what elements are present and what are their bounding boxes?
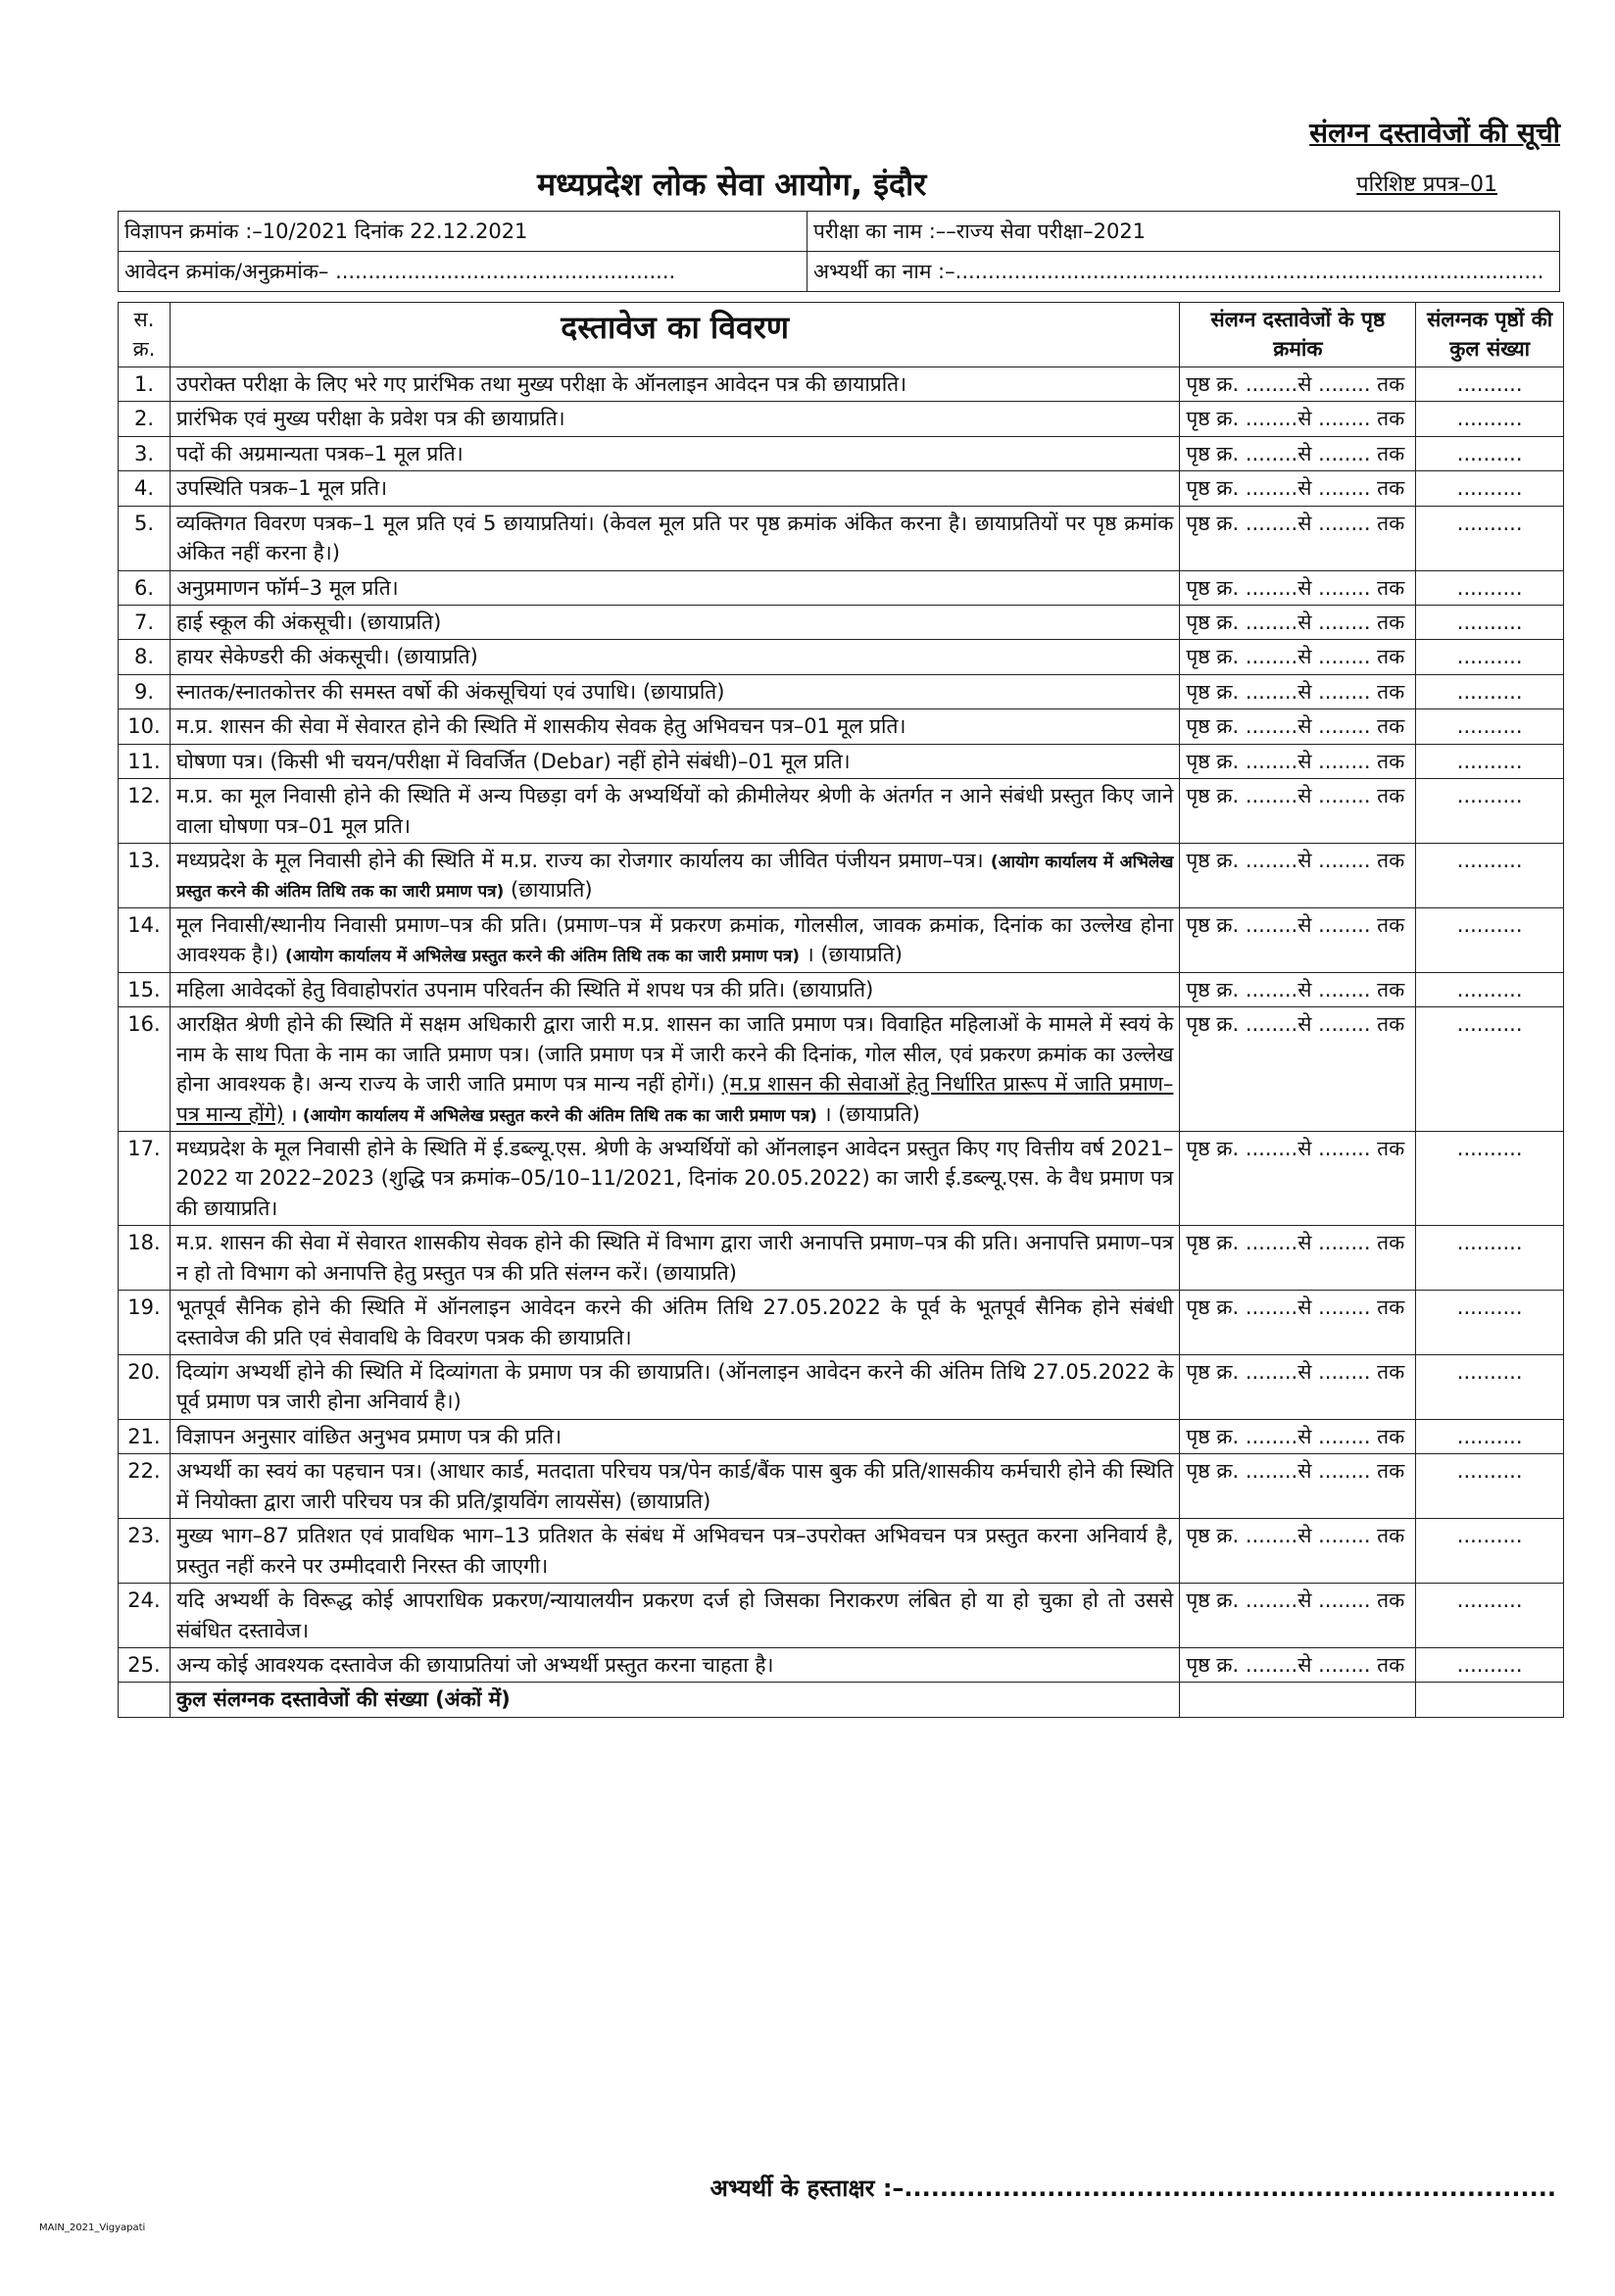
table-row bbox=[119, 1226, 1564, 1291]
row-description bbox=[170, 1355, 1179, 1420]
row-page-range: पृष्ठ क्र. ........से ........ तक bbox=[1180, 1226, 1416, 1291]
row-description bbox=[170, 1291, 1179, 1355]
table-row bbox=[119, 436, 1564, 470]
row-number: 9. bbox=[119, 674, 171, 708]
documents-table bbox=[118, 302, 1564, 1718]
row-page-range: पृष्ठ क्र. ........से ........ तक bbox=[1180, 506, 1416, 570]
total-row-label: कुल संलग्नक दस्तावेजों की संख्या (अंकों में) bbox=[170, 1683, 1179, 1717]
row-total-pages: .......... bbox=[1416, 744, 1564, 778]
row-total-pages: .......... bbox=[1416, 1647, 1564, 1682]
row-description bbox=[170, 402, 1179, 436]
row-description bbox=[170, 1007, 1179, 1132]
exam-name: परीक्षा का नाम :––राज्य सेवा परीक्षा–2021 bbox=[808, 212, 1560, 252]
header-sno: स. क्र. bbox=[119, 303, 171, 367]
row-total-pages: .......... bbox=[1416, 1419, 1564, 1453]
row-total-pages: .......... bbox=[1416, 1584, 1564, 1648]
row-description bbox=[170, 1419, 1179, 1453]
table-row bbox=[119, 506, 1564, 570]
row-description-text: मध्यप्रदेश के मूल निवासी होने के स्थिति में ई.डब्ल्यू.एस. श्रेणी के अभ्यर्थियों को ऑनलाइन आवेदन प्रस्तुत किए गए वित्तीय वर्ष 2021–2022 या 2022–2023 (शुद्धि पत्र क्रमांक–05/10–11/2021, दिनांक 20.05.2022) का जारी ई.डब्ल्यू.एस. के वैध प्रमाण पत्र की छायाप्रति। bbox=[175, 1136, 1174, 1220]
row-page-range: पृष्ठ क्र. ........से ........ तक bbox=[1180, 640, 1416, 674]
table-row bbox=[119, 570, 1564, 605]
row-description bbox=[170, 1454, 1179, 1519]
table-row bbox=[119, 709, 1564, 744]
row-description-text: म.प्र. शासन की सेवा में सेवारत शासकीय सेवक होने की स्थिति में विभाग द्वारा जारी अनापत्ति प्रमाण–पत्र की प्रति। अनापत्ति प्रमाण–पत्र न हो तो विभाग को अनापत्ति हेतु प्रस्तुत पत्र की प्रति संलग्न करें। (छायाप्रति) bbox=[175, 1231, 1174, 1285]
candidate-name: अभ्यर्थी का नाम :–.......................................................................................... bbox=[808, 252, 1560, 292]
table-row bbox=[119, 1519, 1564, 1584]
table-row bbox=[119, 366, 1564, 401]
row-page-range: पृष्ठ क्र. ........से ........ तक bbox=[1180, 744, 1416, 778]
row-page-range: पृष्ठ क्र. ........से ........ तक bbox=[1180, 366, 1416, 401]
row-description-text: उपरोक्त परीक्षा के लिए भरे गए प्रारंभिक तथा मुख्य परीक्षा के ऑनलाइन आवेदन पत्र की छायाप्रति। bbox=[175, 371, 907, 396]
table-row bbox=[119, 1454, 1564, 1519]
header-page-number: संलग्न दस्तावेजों के पृष्ठ क्रमांक bbox=[1180, 303, 1416, 367]
row-page-range: पृष्ठ क्र. ........से ........ तक bbox=[1180, 1355, 1416, 1420]
row-description bbox=[170, 779, 1179, 844]
row-description-text: उपस्थिति पत्रक–1 मूल प्रति। bbox=[175, 476, 388, 501]
row-description-underlined: (म.प्र शासन की सेवाओं हेतु निर्धारित प्रारूप में जाति प्रमाण–पत्र मान्य होंगे) bbox=[175, 1072, 1174, 1126]
table-row bbox=[119, 972, 1564, 1006]
row-page-range: पृष्ठ क्र. ........से ........ तक bbox=[1180, 605, 1416, 639]
row-description bbox=[170, 640, 1179, 674]
table-row bbox=[119, 844, 1564, 908]
row-total-pages: .......... bbox=[1416, 907, 1564, 972]
row-total-pages: .......... bbox=[1416, 674, 1564, 708]
row-number: 20. bbox=[119, 1355, 171, 1420]
row-total-pages: .......... bbox=[1416, 1355, 1564, 1420]
advertisement-number: विज्ञापन क्रमांक :–10/2021 दिनांक 22.12.2021 bbox=[119, 212, 808, 252]
row-description bbox=[170, 674, 1179, 708]
row-description bbox=[170, 744, 1179, 778]
row-number: 15. bbox=[119, 972, 171, 1006]
row-page-range: पृष्ठ क्र. ........से ........ तक bbox=[1180, 1131, 1416, 1225]
row-number: 12. bbox=[119, 779, 171, 844]
row-page-range: पृष्ठ क्र. ........से ........ तक bbox=[1180, 907, 1416, 972]
row-description-text: मध्यप्रदेश के मूल निवासी होने की स्थिति में म.प्र. राज्य का रोजगार कार्यालय का जीवित पंजीयन प्रमाण–पत्र। bbox=[175, 849, 984, 872]
table-row bbox=[119, 1647, 1564, 1682]
row-number: 1. bbox=[119, 366, 171, 401]
row-page-range: पृष्ठ क्र. ........से ........ तक bbox=[1180, 674, 1416, 708]
row-total-pages: .......... bbox=[1416, 972, 1564, 1006]
row-description-text: हायर सेकेण्डरी की अंकसूची। (छायाप्रति) bbox=[175, 645, 478, 669]
row-description bbox=[170, 471, 1179, 506]
row-description-text: दिव्यांग अभ्यर्थी होने की स्थिति में दिव्यांगता के प्रमाण पत्र की छायाप्रति। (ऑनलाइन आवेदन करने की अंतिम तिथि 27.05.2022 के पूर्व प्रमाण पत्र जारी होना अनिवार्य है।) bbox=[175, 1360, 1174, 1414]
row-description bbox=[170, 605, 1179, 639]
row-description-text: यदि अभ्यर्थी के विरूद्ध कोई आपराधिक प्रकरण/न्यायालयीन प्रकरण दर्ज हो जिसका निराकरण लंबित हो या हो चुका हो तो उससे संबंधित दस्तावेज। bbox=[175, 1588, 1174, 1642]
row-page-range: पृष्ठ क्र. ........से ........ तक bbox=[1180, 844, 1416, 908]
row-page-range: पृष्ठ क्र. ........से ........ तक bbox=[1180, 1519, 1416, 1584]
table-row bbox=[119, 674, 1564, 708]
signature-line: अभ्यर्थी के हस्ताक्षर :–......................................................................... bbox=[710, 2174, 1556, 2202]
info-table bbox=[118, 211, 1560, 292]
row-description-text: म.प्र. शासन की सेवा में सेवारत होने की स्थिति में शासकीय सेवक हेतु अभिवचन पत्र–01 मूल प्रति। bbox=[175, 714, 906, 739]
application-number: आवेदन क्रमांक/अनुक्रमांक– .................................................... bbox=[119, 252, 808, 292]
row-page-range: पृष्ठ क्र. ........से ........ तक bbox=[1180, 1454, 1416, 1519]
row-description bbox=[170, 972, 1179, 1006]
row-description-text: प्रारंभिक एवं मुख्य परीक्षा के प्रवेश पत्र की छायाप्रति। bbox=[175, 407, 565, 431]
total-row-sno bbox=[119, 1683, 171, 1717]
row-description-suffix: । (छायाप्रति) bbox=[823, 1101, 920, 1126]
row-page-range: पृष्ठ क्र. ........से ........ तक bbox=[1180, 972, 1416, 1006]
row-description bbox=[170, 1519, 1179, 1584]
row-page-range: पृष्ठ क्र. ........से ........ तक bbox=[1180, 779, 1416, 844]
row-page-range: पृष्ठ क्र. ........से ........ तक bbox=[1180, 471, 1416, 506]
document-title: संलग्न दस्तावेजों की सूची bbox=[1309, 117, 1560, 149]
row-description-note: (आयोग कार्यालय में अभिलेख प्रस्तुत करने की अंतिम तिथि तक का जारी प्रमाण पत्र) bbox=[175, 853, 1174, 903]
total-row bbox=[119, 1683, 1564, 1717]
row-number: 24. bbox=[119, 1584, 171, 1648]
row-page-range: पृष्ठ क्र. ........से ........ तक bbox=[1180, 1584, 1416, 1648]
row-number: 2. bbox=[119, 402, 171, 436]
row-description-text: अभ्यर्थी का स्वयं का पहचान पत्र। (आधार कार्ड, मतदाता परिचय पत्र/पेन कार्ड/बैंक पास बुक की प्रति/शासकीय कर्मचारी होने की स्थिति में नियोक्ता द्वारा जारी परिचय पत्र की प्रति/ड्रायविंग लायसेंस) (छायाप्रति) bbox=[175, 1459, 1174, 1513]
total-row-page bbox=[1180, 1683, 1416, 1717]
row-total-pages: .......... bbox=[1416, 844, 1564, 908]
row-total-pages: .......... bbox=[1416, 605, 1564, 639]
table-row bbox=[119, 1007, 1564, 1132]
row-number: 5. bbox=[119, 506, 171, 570]
row-description bbox=[170, 506, 1179, 570]
total-row-count bbox=[1416, 1683, 1564, 1717]
row-page-range: पृष्ठ क्र. ........से ........ तक bbox=[1180, 1647, 1416, 1682]
row-number: 14. bbox=[119, 907, 171, 972]
row-total-pages: .......... bbox=[1416, 640, 1564, 674]
row-number: 21. bbox=[119, 1419, 171, 1453]
row-description-text: भूतपूर्व सैनिक होने की स्थिति में ऑनलाइन आवेदन करने की अंतिम तिथि 27.05.2022 के पूर्व के भूतपूर्व सैनिक होने संबंधी दस्तावेज की प्रति एवं सेवावधि के विवरण पत्रक की छायाप्रति। bbox=[175, 1295, 1174, 1349]
row-description-text: व्यक्तिगत विवरण पत्रक–1 मूल प्रति एवं 5 छायाप्रतियां। (केवल मूल प्रति पर पृष्ठ क्रमांक अंकित करना है। छायाप्रतियों पर पृष्ठ क्रमांक अंकित नहीं करना है।) bbox=[175, 511, 1174, 565]
row-number: 18. bbox=[119, 1226, 171, 1291]
row-total-pages: .......... bbox=[1416, 779, 1564, 844]
row-description bbox=[170, 709, 1179, 744]
row-number: 11. bbox=[119, 744, 171, 778]
row-total-pages: .......... bbox=[1416, 506, 1564, 570]
row-page-range: पृष्ठ क्र. ........से ........ तक bbox=[1180, 402, 1416, 436]
row-description-text: म.प्र. का मूल निवासी होने की स्थिति में अन्य पिछड़ा वर्ग के अभ्यर्थियों को क्रीमीलेयर श्रेणी के अंतर्गत न आने संबंधी प्रस्तुत किए जाने वाला घोषणा पत्र–01 मूल प्रति। bbox=[175, 784, 1174, 838]
row-total-pages: .......... bbox=[1416, 1226, 1564, 1291]
row-page-range: पृष्ठ क्र. ........से ........ तक bbox=[1180, 570, 1416, 605]
row-description-text: हाई स्कूल की अंकसूची। (छायाप्रति) bbox=[175, 610, 442, 634]
table-row bbox=[119, 402, 1564, 436]
row-page-range: पृष्ठ क्र. ........से ........ तक bbox=[1180, 1419, 1416, 1453]
row-number: 22. bbox=[119, 1454, 171, 1519]
table-header-row bbox=[119, 303, 1564, 367]
row-number: 4. bbox=[119, 471, 171, 506]
annexure-label: परिशिष्ट प्रपत्र–01 bbox=[1356, 172, 1497, 197]
table-row bbox=[119, 1355, 1564, 1420]
row-description-text: आरक्षित श्रेणी होने की स्थिति में सक्षम अधिकारी द्वारा जारी म.प्र. शासन का जाति प्रमाण पत्र। विवाहित महिलाओं के मामले में स्वयं के नाम के साथ पिता के नाम का जाति प्रमाण पत्र। (जाति प्रमाण पत्र में जारी करने की दिनांक, गोल सील, एवं प्रकरण क्रमांक का उल्लेख होना आवश्यक है। अन्य राज्य के जारी जाति प्रमाण पत्र मान्य नहीं होगें।) bbox=[175, 1012, 1174, 1097]
header-description: दस्तावेज का विवरण bbox=[170, 303, 1179, 367]
row-description-text: पदों की अग्रमान्यता पत्रक–1 मूल प्रति। bbox=[175, 441, 464, 465]
row-description-text: मुख्य भाग–87 प्रतिशत एवं प्रावधिक भाग–13 प्रतिशत के संबंध में अभिवचन पत्र–उपरोक्त अभिवचन पत्र प्रस्तुत करना अनिवार्य है, प्रस्तुत नहीं करने पर उम्मीदवारी निरस्त की जाएगी। bbox=[175, 1524, 1174, 1578]
row-total-pages: .......... bbox=[1416, 1007, 1564, 1132]
footer-code: MAIN_2021_Vigyapati bbox=[39, 2223, 146, 2233]
row-description bbox=[170, 1647, 1179, 1682]
row-description bbox=[170, 1584, 1179, 1648]
row-description-text: स्नातक/स्नातकोत्तर की समस्त वर्षो की अंकसूचियां एवं उपाधि। (छायाप्रति) bbox=[175, 679, 725, 704]
row-description bbox=[170, 1226, 1179, 1291]
table-row bbox=[119, 1584, 1564, 1648]
table-row bbox=[119, 1291, 1564, 1355]
row-number: 7. bbox=[119, 605, 171, 639]
row-number: 17. bbox=[119, 1131, 171, 1225]
row-description-note: । (आयोग कार्यालय में अभिलेख प्रस्तुत करने की अंतिम तिथि तक का जारी प्रमाण पत्र) bbox=[290, 1105, 817, 1126]
row-number: 25. bbox=[119, 1647, 171, 1682]
row-page-range: पृष्ठ क्र. ........से ........ तक bbox=[1180, 436, 1416, 470]
table-row bbox=[119, 1419, 1564, 1453]
row-description bbox=[170, 907, 1179, 972]
row-description-text: विज्ञापन अनुसार वांछित अनुभव प्रमाण पत्र की प्रति। bbox=[175, 1424, 563, 1448]
table-row bbox=[119, 471, 1564, 506]
row-description-note: (आयोग कार्यालय में अभिलेख प्रस्तुत करने की अंतिम तिथि तक का जारी प्रमाण पत्र) bbox=[285, 947, 801, 967]
row-total-pages: .......... bbox=[1416, 1291, 1564, 1355]
row-number: 10. bbox=[119, 709, 171, 744]
row-total-pages: .......... bbox=[1416, 436, 1564, 470]
table-row bbox=[119, 640, 1564, 674]
row-description bbox=[170, 366, 1179, 401]
row-total-pages: .......... bbox=[1416, 570, 1564, 605]
row-number: 8. bbox=[119, 640, 171, 674]
table-row bbox=[119, 1131, 1564, 1225]
row-number: 3. bbox=[119, 436, 171, 470]
row-page-range: पृष्ठ क्र. ........से ........ तक bbox=[1180, 709, 1416, 744]
table-row bbox=[119, 744, 1564, 778]
row-description-text: अन्य कोई आवश्यक दस्तावेज की छायाप्रतियां जो अभ्यर्थी प्रस्तुत करना चाहता है। bbox=[175, 1652, 774, 1677]
row-number: 13. bbox=[119, 844, 171, 908]
row-number: 6. bbox=[119, 570, 171, 605]
row-description bbox=[170, 844, 1179, 908]
row-total-pages: .......... bbox=[1416, 1131, 1564, 1225]
row-description bbox=[170, 1131, 1179, 1225]
row-description-text: मूल निवासी/स्थानीय निवासी प्रमाण–पत्र की प्रति। (प्रमाण–पत्र में प्रकरण क्रमांक, गोलसील, जावक क्रमांक, दिनांक का उल्लेख होना आवश्यक है।) bbox=[175, 912, 1174, 967]
row-number: 23. bbox=[119, 1519, 171, 1584]
table-row bbox=[119, 907, 1564, 972]
header-total-pages: संलग्नक पृष्ठों की कुल संख्या bbox=[1416, 303, 1564, 367]
table-row bbox=[119, 605, 1564, 639]
row-page-range: पृष्ठ क्र. ........से ........ तक bbox=[1180, 1291, 1416, 1355]
row-description-text: अनुप्रमाणन फॉर्म–3 मूल प्रति। bbox=[175, 575, 399, 600]
row-page-range: पृष्ठ क्र. ........से ........ तक bbox=[1180, 1007, 1416, 1132]
organization-title: मध्यप्रदेश लोक सेवा आयोग, इंदौर bbox=[537, 166, 927, 203]
row-total-pages: .......... bbox=[1416, 709, 1564, 744]
row-description-suffix: । (छायाप्रति) bbox=[806, 943, 903, 967]
row-total-pages: .......... bbox=[1416, 366, 1564, 401]
row-number: 16. bbox=[119, 1007, 171, 1132]
row-total-pages: .......... bbox=[1416, 1519, 1564, 1584]
row-description bbox=[170, 436, 1179, 470]
row-total-pages: .......... bbox=[1416, 471, 1564, 506]
row-description-text: घोषणा पत्र। (किसी भी चयन/परीक्षा में विवर्जित (Debar) नहीं होने संबंधी)–01 मूल प्रति। bbox=[175, 749, 851, 773]
row-total-pages: .......... bbox=[1416, 1454, 1564, 1519]
row-number: 19. bbox=[119, 1291, 171, 1355]
row-description-suffix: (छायाप्रति) bbox=[511, 878, 593, 903]
row-total-pages: .......... bbox=[1416, 402, 1564, 436]
row-description-text: महिला आवेदकों हेतु विवाहोपरांत उपनाम परिवर्तन की स्थिति में शपथ पत्र की प्रति। (छायाप्रति) bbox=[175, 977, 874, 1001]
table-row bbox=[119, 779, 1564, 844]
row-description bbox=[170, 570, 1179, 605]
